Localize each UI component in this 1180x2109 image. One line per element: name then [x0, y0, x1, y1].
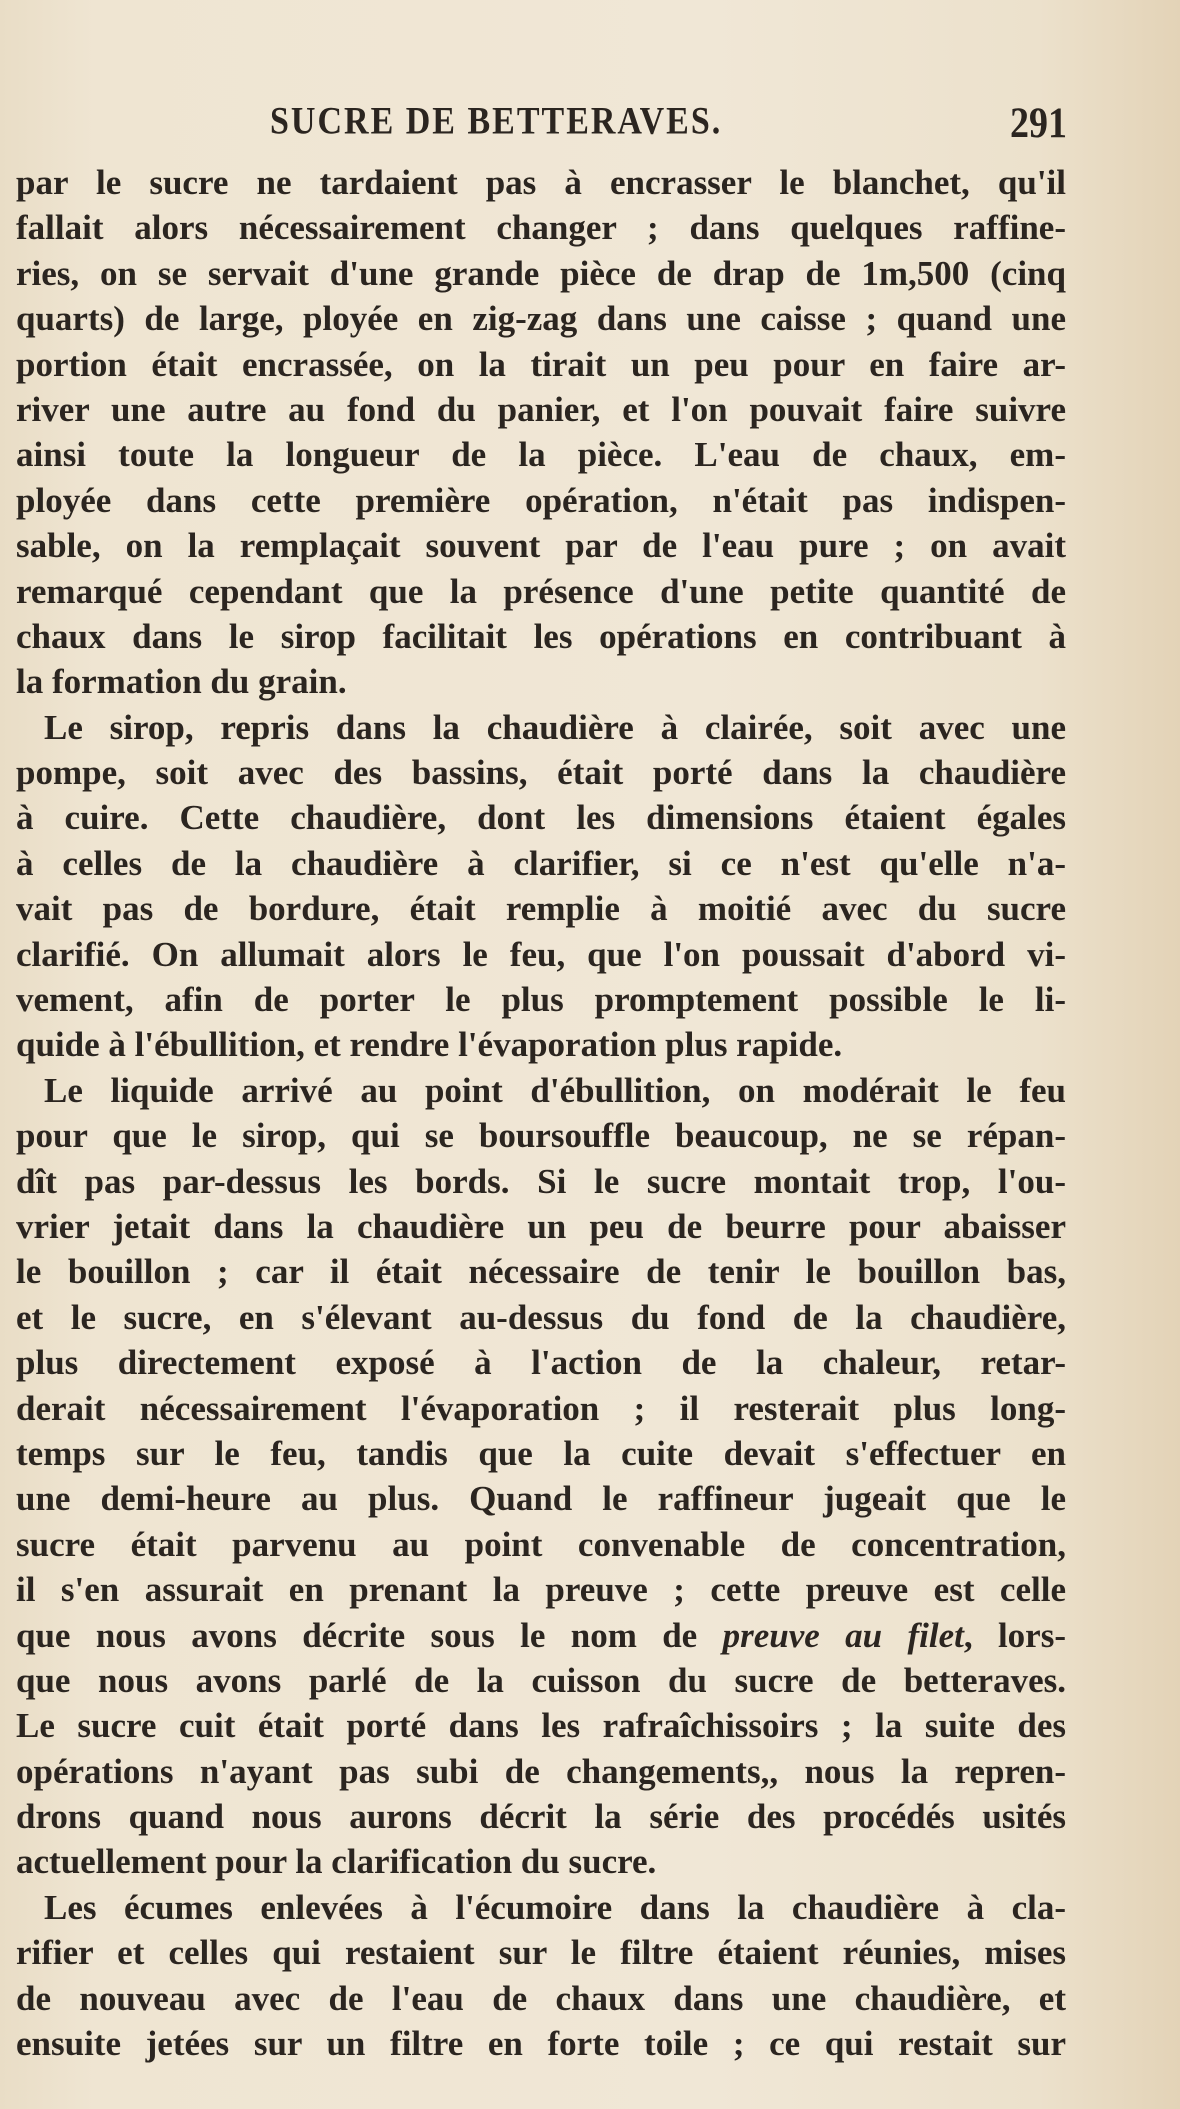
text-line: il s'en assurait en prenant la preuve ; cette preuve est celle	[16, 1570, 1066, 1610]
text-line: à cuire. Cette chaudière, dont les dimensions étaient égales	[16, 798, 1066, 838]
text-line: opérations n'ayant pas subi de changements,, nous la repren-	[16, 1751, 1066, 1791]
text-line: Le liquide arrivé au point d'ébullition, on modérait le feu	[44, 1070, 1066, 1110]
italic-term: preuve au filet	[722, 1615, 964, 1655]
text-line: la formation du grain.	[16, 662, 347, 702]
text-line: derait nécessairement l'évaporation ; il resterait plus long-	[16, 1388, 1066, 1428]
paragraph	[16, 160, 1066, 705]
text-line	[16, 1613, 1066, 1658]
text-line: quide à l'ébullition, et rendre l'évaporation plus rapide.	[16, 1025, 843, 1065]
paragraph	[16, 1885, 1066, 2067]
text-line: Le sucre cuit était porté dans les rafraîchissoirs ; la suite des	[16, 1706, 1066, 1746]
text-line: que nous avons parlé de la cuisson du sucre de betteraves.	[16, 1660, 1066, 1700]
body-text	[16, 160, 1066, 2066]
paragraph	[16, 705, 1066, 1068]
text-line: ainsi toute la longueur de la pièce. L'eau de chaux, em-	[16, 435, 1066, 475]
text-line: river une autre au fond du panier, et l'on pouvait faire suivre	[16, 389, 1066, 429]
text-line: ensuite jetées sur un filtre en forte toile ; ce qui restait sur	[16, 2024, 1066, 2064]
text-line: actuellement pour la clarification du sucre.	[16, 1842, 657, 1882]
text-line: sable, on la remplaçait souvent par de l'eau pure ; on avait	[16, 526, 1066, 566]
running-header	[0, 100, 1180, 150]
text-line: Les écumes enlevées à l'écumoire dans la chaudière à cla-	[44, 1887, 1066, 1927]
text-line: et le sucre, en s'élevant au-dessus du fond de la chaudière,	[16, 1297, 1066, 1337]
text-line: ployée dans cette première opération, n'était pas indispen-	[16, 480, 1066, 520]
text-line: vait pas de bordure, était remplie à moitié avec du sucre	[16, 889, 1066, 929]
paragraph	[16, 1068, 1066, 1885]
text-line: une demi-heure au plus. Quand le raffineur jugeait que le	[16, 1479, 1066, 1519]
text-line: remarqué cependant que la présence d'une petite quantité de	[16, 571, 1066, 611]
text-line: vrier jetait dans la chaudière un peu de beurre pour abaisser	[16, 1206, 1066, 1246]
text-segment: , lors-	[963, 1615, 1066, 1655]
text-line: rifier et celles qui restaient sur le filtre étaient réunies, mises	[16, 1933, 1066, 1973]
text-line: quarts) de large, ployée en zig-zag dans une caisse ; quand une	[16, 299, 1066, 339]
running-title: SUCRE DE BETTERAVES.	[270, 100, 723, 143]
text-line: pompe, soit avec des bassins, était porté dans la chaudière	[16, 753, 1066, 793]
text-line: de nouveau avec de l'eau de chaux dans une chaudière, et	[16, 1978, 1066, 2018]
text-line: dît pas par-dessus les bords. Si le sucre montait trop, l'ou-	[16, 1161, 1066, 1201]
text-line: Le sirop, repris dans la chaudière à clairée, soit avec une	[44, 707, 1066, 747]
page-number: 291	[1010, 99, 1067, 148]
text-line: le bouillon ; car il était nécessaire de tenir le bouillon bas,	[16, 1252, 1066, 1292]
text-line: à celles de la chaudière à clarifier, si ce n'est qu'elle n'a-	[16, 843, 1066, 883]
text-line: plus directement exposé à l'action de la chaleur, retar-	[16, 1343, 1066, 1383]
text-line: drons quand nous aurons décrit la série des procédés usités	[16, 1797, 1066, 1837]
text-line: par le sucre ne tardaient pas à encrasser le blanchet, qu'il	[16, 163, 1066, 202]
text-line: vement, afin de porter le plus promptement possible le li-	[16, 980, 1066, 1020]
text-line: temps sur le feu, tandis que la cuite devait s'effectuer en	[16, 1433, 1066, 1473]
text-line: chaux dans le sirop facilitait les opérations en contribuant à	[16, 616, 1066, 656]
text-line: sucre était parvenu au point convenable de concentration,	[16, 1524, 1066, 1564]
text-line: ries, on se servait d'une grande pièce de drap de 1m,500 (cinq	[16, 253, 1066, 293]
text-line: fallait alors nécessairement changer ; dans quelques raffine-	[16, 208, 1066, 248]
text-line: portion était encrassée, on la tirait un peu pour en faire ar-	[16, 344, 1066, 384]
text-segment: que nous avons décrite sous le nom de	[16, 1615, 723, 1655]
text-line: pour que le sirop, qui se boursouffle beaucoup, ne se répan-	[16, 1116, 1066, 1156]
text-line: clarifié. On allumait alors le feu, que l'on poussait d'abord vi-	[16, 934, 1066, 974]
